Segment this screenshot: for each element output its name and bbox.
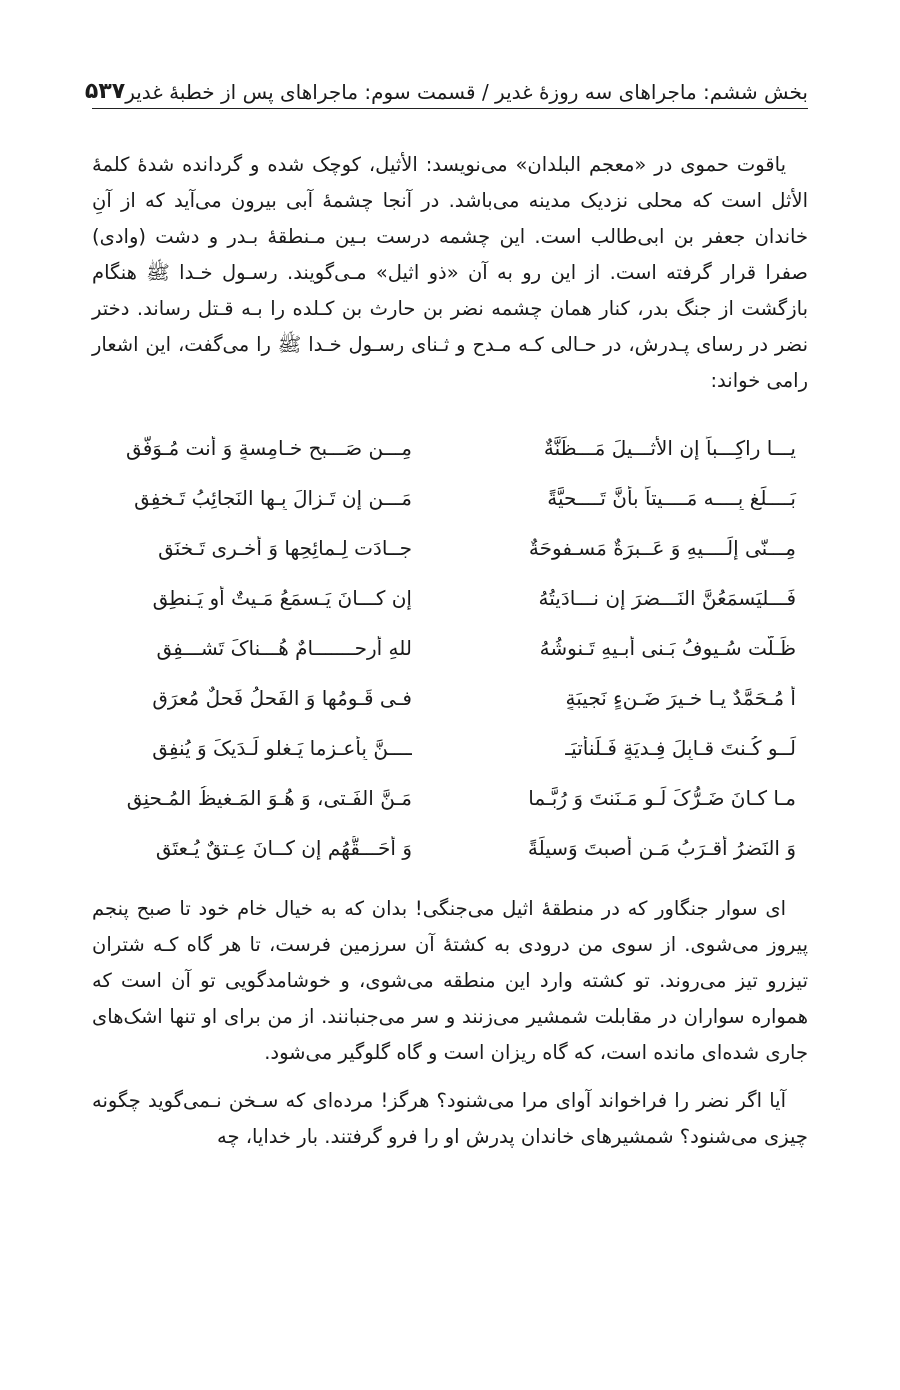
poem-first-hemistich: فَـــلیَسمَعُنَّ النَـــضرَ إن نـــادَیتُهُ — [538, 586, 796, 610]
poem-first-hemistich: أ مُـحَمَّدٌ یـا خـیرَ ضَـنءٍ نَجیبَةٍ — [565, 686, 796, 710]
paragraph-intro: یاقوت حموی در «معجم البلدان» می‌نویسد: الأثیل، کوچک شده و گردانده شدهٔ کلمهٔ الأثل است که محلی نزدیک مدینه می‌باشد. در آنجا چشمهٔ آبی بیرون می‌آید که از آنِ خاندان جعفر بن ابی‌طالب است. این چشمه درست بـین مـنطقهٔ بـدر و دشت (وادی) صفرا قرار گرفته است. از این رو به آن «ذو اثیل» مـی‌گویند. رسـول خـدا ﷺ هنگام بازگشت از جنگ بدر، کنار همان چشمه نضر بن حارث بن کـلده را بـه قـتل رساند. دختر نضر در رسای پـدرش، در حـالی کـه مـدح و ثـنای رسـول خـدا ﷺ را می‌گفت، این اشعار رامی خواند: — [92, 153, 808, 392]
poem-verse — [92, 823, 808, 873]
poem-second-hemistich: إن کـــانَ یَـسمَعُ مَـیتٌ أو یَـنطِق — [152, 586, 412, 610]
poem-first-hemistich: لَــو کُـنتَ قـابِلَ فِـدیَةٍ فَـلَنأتیَـ — [565, 736, 796, 760]
poem-verse — [92, 573, 808, 623]
poem-first-hemistich: وَ النَضرُ أقـرَبُ مَـن أصبتَ وَسیلَةً — [527, 836, 796, 860]
poem-verse — [92, 773, 808, 823]
poem-second-hemistich: مَـنَّ الفَـتی، وَ هُـوَ المَـغیظُ المُـحنِق — [126, 786, 412, 810]
poem-second-hemistich: وَ أحَـــقُّهُم إن کــانَ عِـتقٌ یُـعتَق — [155, 836, 412, 860]
poem-second-hemistich: ــــنَّ بِأعـزما یَـغلو لَـدَیکَ وَ یُنفِق — [152, 736, 412, 760]
paragraph-translation: ای سوار جنگاور که در منطقهٔ اثیل می‌جنگی! بدان که به خیال خام خود تا صبح پنجم پیروز می‌شوی. از سوی من درودی به کشتهٔ آن سرزمین فرست، تا هر گاه کـه شتران تیزرو تیز می‌روند. تو کشته وارد این منطقه می‌شوی، و خوشامدگویی تو آن است که همواره سواران در مقابلت شمشیر می‌زنند و سر می‌جنبانند. از من برای او تنها اشک‌های جاری شده‌ای مانده است، که گاه ریزان است و گاه گلوگیر می‌شود. — [92, 897, 808, 1064]
page — [84, 70, 808, 1155]
poem-verse — [92, 673, 808, 723]
poem-first-hemistich: بَــــلِّغ بِــــه مَــــیتاً بأنَّ تَــــحیَّةً — [547, 486, 796, 510]
poem-second-hemistich: فـی قَـومُها وَ الفَحلُ فَحلٌ مُعرَق — [152, 686, 412, 710]
page-number: ۵۳۷ — [84, 79, 126, 104]
running-header — [84, 70, 808, 109]
poem-verse — [92, 523, 808, 573]
poem-verse — [92, 473, 808, 523]
poem-second-hemistich: للهِ أرحـــــــامٌ هُـــناکَ تَشـــفِق — [156, 636, 412, 660]
header-title: بخش ششم: ماجراهای سه روزهٔ غدیر / قسمت سوم: ماجراهای پس از خطبهٔ غدیر — [125, 80, 808, 104]
paragraph-continuation: آیا اگر نضر را فراخواند آوای مرا می‌شنود؟ هرگز! مرده‌ای که سـخن نـمی‌گوید چگونه چیزی می‌شنود؟ شمشیرهای خاندان پدرش او را فرو گرفتند. بار خدایا، چه — [92, 1089, 808, 1148]
poem-first-hemistich: مـا کـانَ ضَـرُّکَ لَـو مَـنَنتَ وَ رُبَّـما — [528, 786, 796, 810]
poem-verse — [92, 623, 808, 673]
poem-verse — [92, 723, 808, 773]
poem-second-hemistich: جــادَت لِـمائِحِها وَ أُخـری تَـخنَق — [158, 536, 412, 560]
poem-second-hemistich: مَـــن إن تَـزالَ بِـها النَجائِبُ تَـخفِق — [134, 486, 412, 510]
poem-first-hemistich: یـــا راکِـــباً إن الأثـــیلَ مَـــظَنَّةٌ — [543, 436, 796, 460]
poem-first-hemistich: ظَـلَّت سُـیوفُ بَـنی أبـیهِ تَـنوشُهُ — [539, 636, 796, 660]
poem-verse — [92, 423, 808, 473]
poem-first-hemistich: مِـــنّی إلَــــیهِ وَ عَــبرَةٌ مَسـفوحَةٌ — [528, 536, 796, 560]
poem-second-hemistich: مِـــن صَـــبحِ خـامِسةٍ وَ أنت مُـوَفَّق — [126, 436, 412, 460]
poem — [92, 423, 808, 873]
